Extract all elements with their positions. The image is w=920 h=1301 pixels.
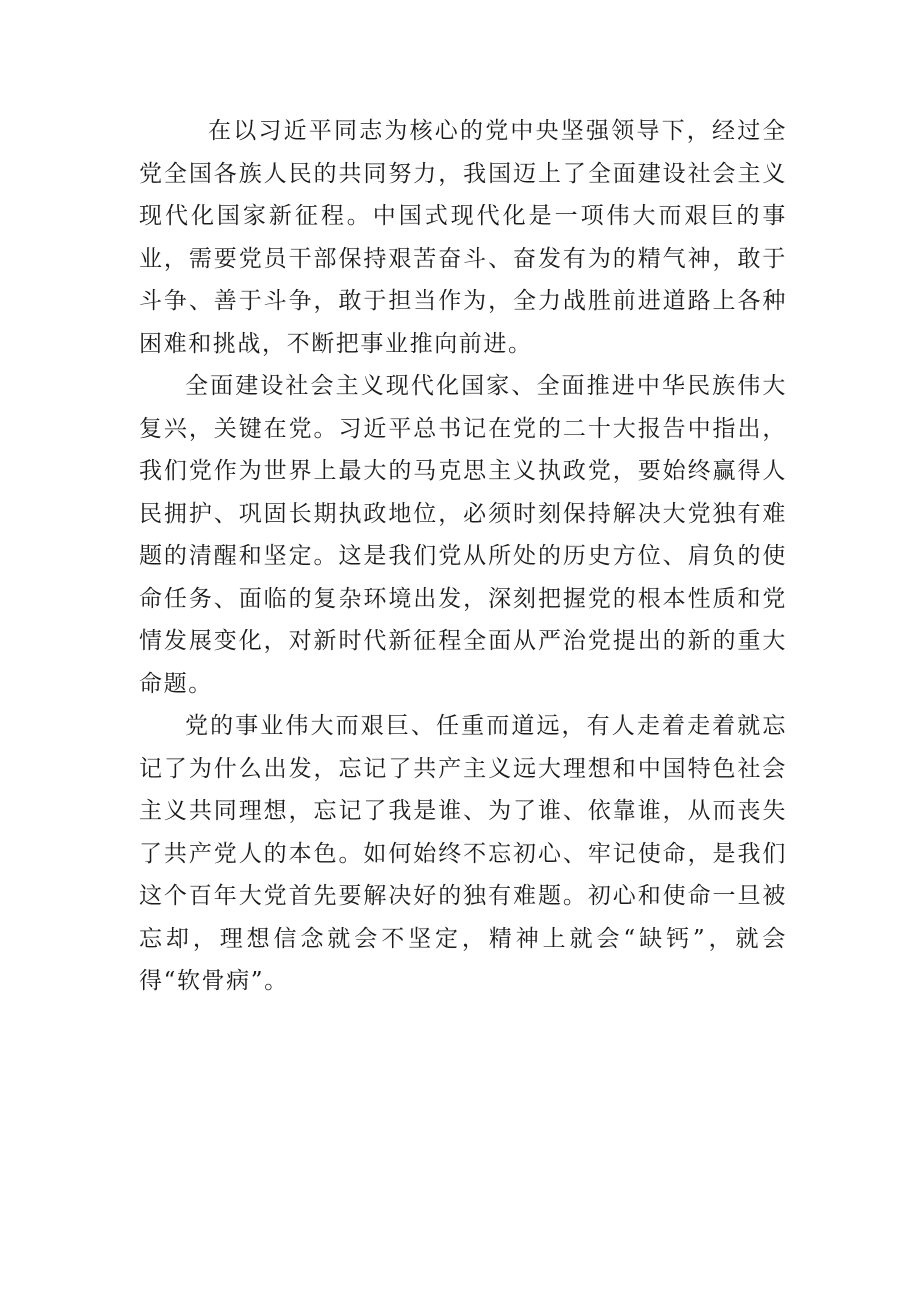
document-body	[139, 110, 787, 1003]
paragraph-2: 全面建设社会主义现代化国家、全面推进中华民族伟大复兴，关键在党。习近平总书记在党的二十大报告中指出，我们党作为世界上最大的马克思主义执政党，要始终赢得人民拥护、巩固长期执政地位，必须时刻保持解决大党独有难题的清醒和坚定。这是我们党从所处的历史方位、肩负的使命任务、面临的复杂环境出发，深刻把握党的根本性质和党情发展变化，对新时代新征程全面从严治党提出的新的重大命题。	[139, 373, 787, 697]
paragraph-3: 党的事业伟大而艰巨、任重而道远，有人走着走着就忘记了为什么出发，忘记了共产主义远大理想和中国特色社会主义共同理想，忘记了我是谁、为了谁、依靠谁，从而丧失了共产党人的本色。如何始终不忘初心、牢记使命，是我们这个百年大党首先要解决好的独有难题。初心和使命一旦被忘却，理想信念就会不坚定，精神上就会“缺钙”，就会得“软骨病”。	[139, 713, 787, 994]
paragraph-1: 在以习近平同志为核心的党中央坚强领导下，经过全党全国各族人民的共同努力，我国迈上了全面建设社会主义现代化国家新征程。中国式现代化是一项伟大而艰巨的事业，需要党员干部保持艰苦奋斗、奋发有为的精气神，敢于斗争、善于斗争，敢于担当作为，全力战胜前进道路上各种困难和挑战，不断把事业推向前进。	[139, 118, 787, 357]
